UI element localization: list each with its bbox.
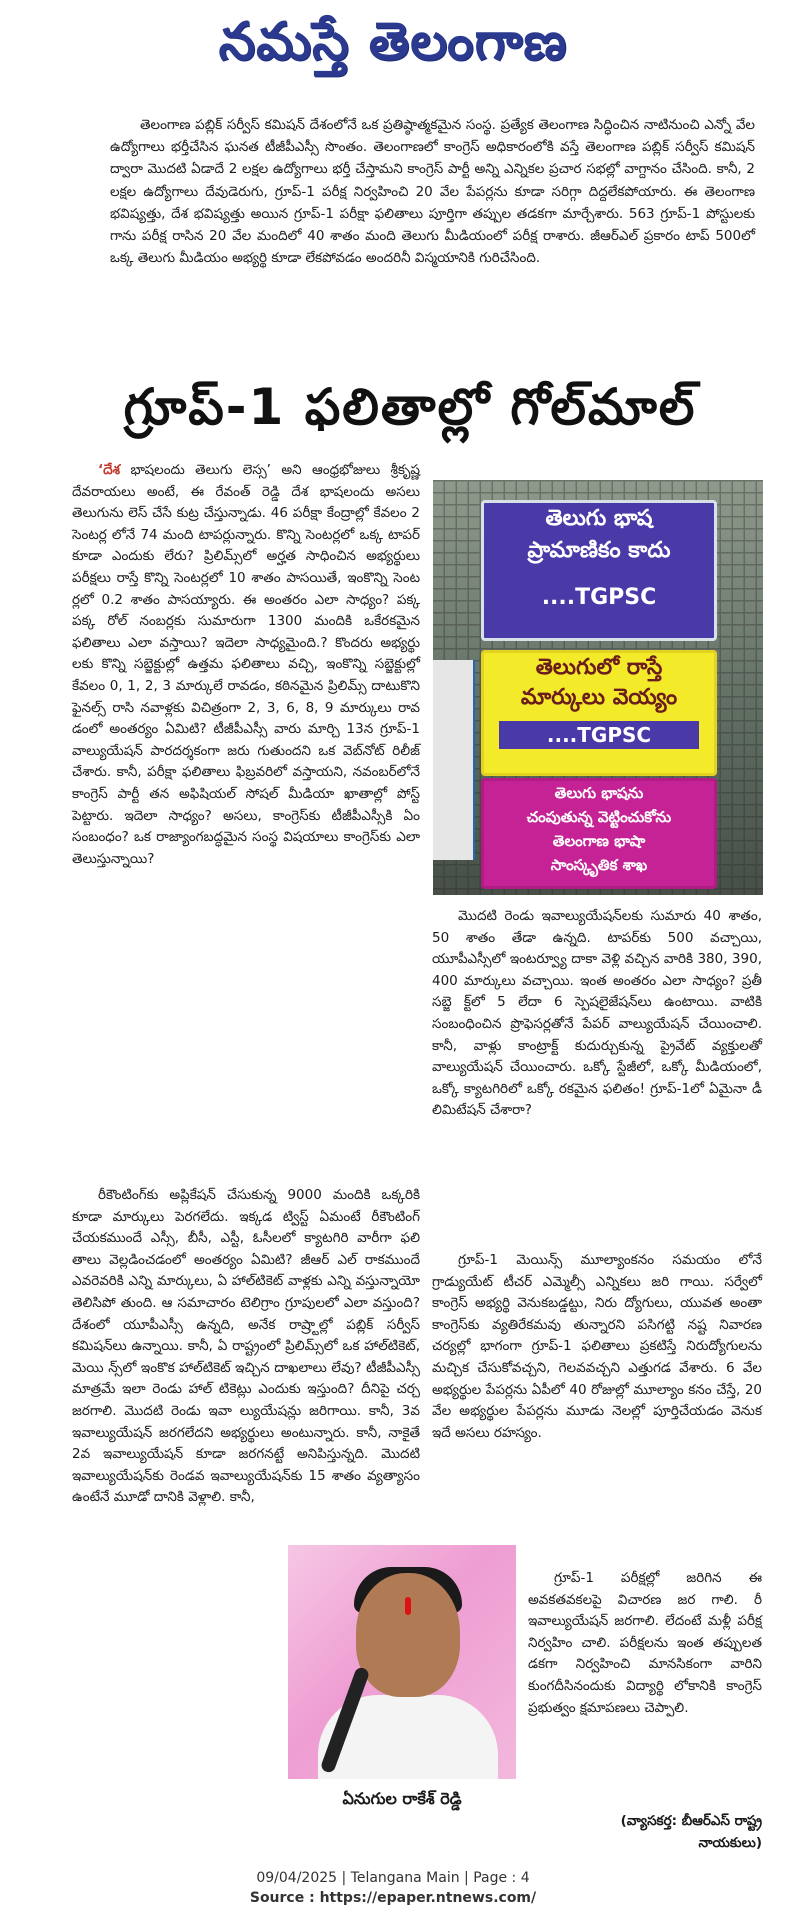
masthead [0, 6, 786, 78]
poster-card-2-line-1: తెలుగులో రాస్తే [535, 655, 663, 680]
headline: గ్రూప్-1 ఫలితాల్లో గోల్‌మాల్ [123, 378, 697, 436]
article-column-left [72, 460, 420, 884]
masthead-title: నమస్తే తెలంగాణ [218, 12, 568, 72]
poster-card-3-line-1: తెలుగు భాషను [554, 784, 644, 802]
intro-box [110, 114, 755, 269]
paragraph-1-text: భాషలందు తెలుగు లెస్స’ అని ఆంధ్రభోజులు శ్రీకృష్ణ దేవరాయలు అంటే, ఈ రేవంత్ రెడ్డి దేశ భాషలందు అసలు తెలుగును లెస్ చేసే కుట్ర చేస్తున్నాడు. 46 పరీక్షా కేంద్రాల్లో కేవలం 2 సెంటర్ల లోనే 74 మంది టాపర్లున్నారు. కొన్ని సెంటర్లలో ఒక్క టాపర్ కూడా ఎందుకు లేరు? ప్రిలిమ్స్‌లో అర్హత సాధించిన అభ్యర్థులు పరీక్షలు రాస్తే కొన్ని సెంటర్లలో 10 శాతం పాసయితే, ఇంకొన్ని సెంట ర్లలో 0.2 శాతం పాసయ్యారు. ఈ అంతరం ఎలా సాధ్యం? పక్క పక్క రోల్ నంబర్లకు సుమారుగా 1300 మందికి ఒకేరకమైన ఫలితాలు ఎలా వస్తాయి? ఇదెలా సాధ్యమైంది.? కొందరు అభ్యర్థు లకు కొన్ని సబ్జెక్టుల్లో ఉత్తమ ఫలితాలు వచ్చి, ఇంకొన్ని సబ్జెక్టుల్లో కేవలం 0, 1, 2, 3 మార్కులే రావడం, కఠినమైన ప్రిలిమ్స్ దాటుకొని ఫైనల్స్ రాసి నవాళ్లకు విచిత్రంగా 2, 3, 6, 8, 9 మార్కులు రావ డంలో అంతర్యం ఏమిటి? టీజీపీఎస్సీ వారు మార్చి 13న గ్రూప్-1 వాల్యుయేషన్ పారదర్శకంగా జరు గుతుందని ఒక వెబ్‌నోట్ రిలీజ్ చేశారు. కానీ, పరీక్షా ఫలితాలు ఫిబ్రవరిలో వస్తాయని, నవంబర్‌లోనే కాంగ్రెస్ పార్టీ తన అఫిషియల్ సోషల్ మీడియా ఖాతాల్లో పోస్ట్ పెట్టారు. ఇదెలా సాధ్యం? అసలు, కాంగ్రెస్‌కు టీజీపీఎస్సీకి ఏం సంబంధం? ఒక రాజ్యాంగబద్ధమైన సంస్థ విషయాలు కాంగ్రెస్‌కు ఎలా తెలుస్తున్నాయి? [72, 462, 420, 867]
poster-card-1-line-1: తెలుగు భాష [545, 506, 653, 531]
photo-face [356, 1573, 460, 1697]
poster-card-1 [481, 500, 717, 641]
footer-date-line: 09/04/2025 | Telangana Main | Page : 4 [256, 1870, 530, 1886]
protest-poster-photo [433, 480, 763, 895]
poster-card-1-line-3: ....TGPSC [541, 585, 657, 610]
article-column-right-bottom [528, 1568, 762, 1733]
article-column-right-top [432, 906, 762, 1136]
author-photo [288, 1545, 516, 1779]
poster-card-3 [481, 778, 717, 889]
poster-card-2 [481, 650, 717, 776]
poster-card-1-line-2: ప్రామాణికం కాదు [527, 538, 671, 563]
highlight-word: ‘దేశ [98, 462, 121, 478]
page-footer [0, 1868, 786, 1908]
article-column-right-middle [432, 1250, 762, 1458]
article-column-left-middle [72, 1185, 420, 1523]
article-paragraph-4: గ్రూప్-1 మెయిన్స్ మూల్యాంకనం సమయం లోనే గ్రాడ్యుయేట్ టీచర్ ఎమ్మెల్సీ ఎన్నికలు జరి గాయి. సర్వేలో కాంగ్రెస్ అభ్యర్థి వెనుకబడ్డట్టు, నిరు ద్యోగులు, యువత అంతా కాంగ్రెస్‌కు వ్యతిరేకమవు తున్నారని పసిగట్టి నష్ట నివారణ చర్యల్లో భాగంగా గ్రూప్-1 ఫలితాలు ప్రకటిస్తే నిరుద్యోగులను మచ్చిక చేసుకోవచ్చని, గెలవవచ్చని ఎత్తుగడ వేశారు. 6 వేల అభ్యర్థుల పేపర్లను ఏపీలో 40 రోజుల్లో మూల్యాం కనం చేస్తే, 20 వేల అభ్యర్థుల పేపర్లను మూడు నెలల్లో పూర్తిచేయడం వెనుక ఇదే అసలు రహస్యం. [432, 1252, 762, 1441]
author-byline [445, 1810, 762, 1854]
poster-card-2-line-3: ....TGPSC [499, 721, 699, 749]
poster-card-2-line-2: మార్కులు వెయ్యం [520, 685, 678, 710]
photo-caption: ఏనుగుల రాకేశ్ రెడ్డి [342, 1789, 462, 1808]
poster-card-3-line-2: చంపుతున్న వెట్టించుకోను [526, 808, 672, 826]
footer-source-link[interactable]: Source : https://epaper.ntnews.com/ [249, 1890, 537, 1906]
poster-card-3-line-4: సాంస్కృతిక శాఖ [550, 856, 648, 874]
intro-text: తెలంగాణ పబ్లిక్ సర్వీస్ కమిషన్ దేశంలోనే ఒక ప్రతిష్ఠాత్మకమైన సంస్థ. ప్రత్యేక తెలంగాణ సిద్ధించిన నాటినుంచి ఎన్నో వేల ఉద్యోగాలు భర్తీచేసిన ఘనత టీజీపీఎస్సీ సొంతం. తెలంగాణలో కాంగ్రెస్ అధికారంలోకి వస్తే తెలంగాణ పబ్లిక్ సర్వీస్ కమిషన్ ద్వారా మొదటి ఏడాదే 2 లక్షల ఉద్యోగాలు భర్తీ చేస్తామని కాంగ్రెస్ పార్టీ అన్ని ఎన్నికల ప్రచార సభల్లో వాగ్దానం చేసింది. కానీ, 2 లక్షల ఉద్యోగాలు దేవుడెరుగు, గ్రూప్-1 పరీక్ష నిర్వహించి 20 వేల పేపర్లను కూడా సరిగ్గా దిద్దలేకపోయారు. ఈ తెలంగాణ భవిష్యత్తు, దేశ భవిష్యత్తు అయిన గ్రూప్-1 పరీక్షా ఫలితాలు పూర్తిగా తప్పుల తడకగా మార్చేశారు. 563 గ్రూప్-1 పోస్టులకు గాను పరీక్ష రాసిన 20 వేల మందిలో 40 శాతం మంది తెలుగు మీడియంలో పరీక్ష రాశారు. జీఆర్ఎల్ ప్రకారం టాప్ 500లో ఒక్క తెలుగు మీడియం అభ్యర్థి కూడా లేకపోవడం అందరినీ విస్మయానికి గురిచేసింది. [110, 117, 755, 267]
article-paragraph-5: గ్రూప్-1 పరీక్షల్లో జరిగిన ఈ అవకతవకలపై విచారణ జర గాలి. రీ ఇవాల్యుయేషన్ జరగాలి. లేదంటే మళ్లీ పరీక్ష నిర్వహిం చాలి. పరీక్షలను ఇంత తప్పులత డకగా నిర్వహించి మానసికంగా వారిని కుంగదీసినందుకు విద్యార్థి లోకానికి కాంగ్రెస్ ప్రభుత్వం క్షమాపణలు చెప్పాలి. [528, 1570, 762, 1716]
article-paragraph-2: రీకౌంటింగ్‌కు అప్లికేషన్ చేసుకున్న 9000 మందికి ఒక్కరికి కూడా మార్కులు పెరగలేదు. ఇక్కడ ట్విస్ట్ ఏమంటే రీకౌంటింగ్ చేయకముందే ఎస్సీ, బీసీ, ఎస్టీ, ఓసీలలో క్యాటగిరి వారీగా ఫలి తాలు వెల్లడించడంలో అంతర్యం ఏమిటి? జీఆర్ ఎల్ రాకముందే ఎవరెవరికి ఎన్ని మార్కులు, ఏ హాల్‌టికెట్ వాళ్లకు ఎన్ని వస్తున్నాయో తెలిసిపో తుంది. ఆ సమాచారం టెలిగ్రాం గ్రూపులలో ఎలా వస్తుంది? దేశంలో యూపీఎస్సీ ఉన్నది, అనేక రాష్ర్టాల్లో పబ్లిక్ సర్వీస్ కమిషన్‌లు ఉన్నాయి. కానీ, ఏ రాష్ట్రంలో ప్రిలిమ్స్‌లో ఒక హాల్‌టికెట్, మెయి న్స్‌లో ఇంకొక హాల్‌టికెట్ ఇచ్చిన దాఖలాలు లేవు? టీజీపీఎస్సీ మాత్రమే ఇలా రెండు హాల్ టికెట్లు ఎందుకు ఇస్తుంది? దీనిపై చర్చ జరగాలి. మొదటి రెండు ఇవా ల్యుయేషన్లు జరిగాయి. కానీ, 3వ ఇవాల్యుయేషన్ జరగలేదని అభ్యర్థులు అంటున్నారు. కానీ, నాకైతే 2వ ఇవాల్యుయేషన్ కూడా జరగనట్టే అనిపిస్తున్నది. మొదటి ఇవాల్యుయేషన్‌కు రెండవ ఇవాల్యుయేషన్‌కు 15 శాతం వ్యత్యాసం ఉంటేనే మూడో దానికి వెళ్లాలి. కానీ, [72, 1187, 420, 1506]
article-paragraph-1 [72, 460, 420, 870]
photo-tilak [405, 1597, 411, 1615]
article-paragraph-3: మొదటి రెండు ఇవాల్యుయేషన్‌లకు సుమారు 40 శాతం, 50 శాతం తేడా ఉన్నది. టాపర్‌కు 500 వచ్చాయి, యూపీఎస్సీలో ఇంటర్వ్యూ దాకా వెళ్లి వచ్చిన వారికి 380, 390, 400 మార్కులు వచ్చాయి. ఇంత అంతరం ఎలా సాధ్యం? ప్రతీ సబ్జె క్ట్‌లో 5 లేదా 6 స్పెషలైజేషన్‌లు ఉంటాయి. వాటికి సంబంధించిన ప్రొఫెసర్లతోనే పేపర్ వాల్యుయేషన్ చేయించాలి. కానీ, వాళ్లు కాంట్రాక్ట్ కుదుర్చుకున్న ప్రైవేట్ వ్యక్తులతో వాల్యుయేషన్ చేయించారు. ఒక్కో స్టేజీలో, ఒక్కో మీడియంలో, ఒక్కో క్యాటగిరిలో ఒక్కో రకమైన ఫలితం! గ్రూప్-1లో ఏమైనా డీ లిమిటేషన్ చేశారా? [432, 908, 762, 1119]
poster-side-banner [433, 660, 475, 860]
poster-card-3-line-3: తెలంగాణ భాషా [552, 832, 646, 850]
byline-role: (వ్యాసకర్త: బీఆర్ఎస్ రాష్ట్ర [620, 1813, 762, 1829]
byline-role-2: నాయకులు) [698, 1835, 762, 1851]
